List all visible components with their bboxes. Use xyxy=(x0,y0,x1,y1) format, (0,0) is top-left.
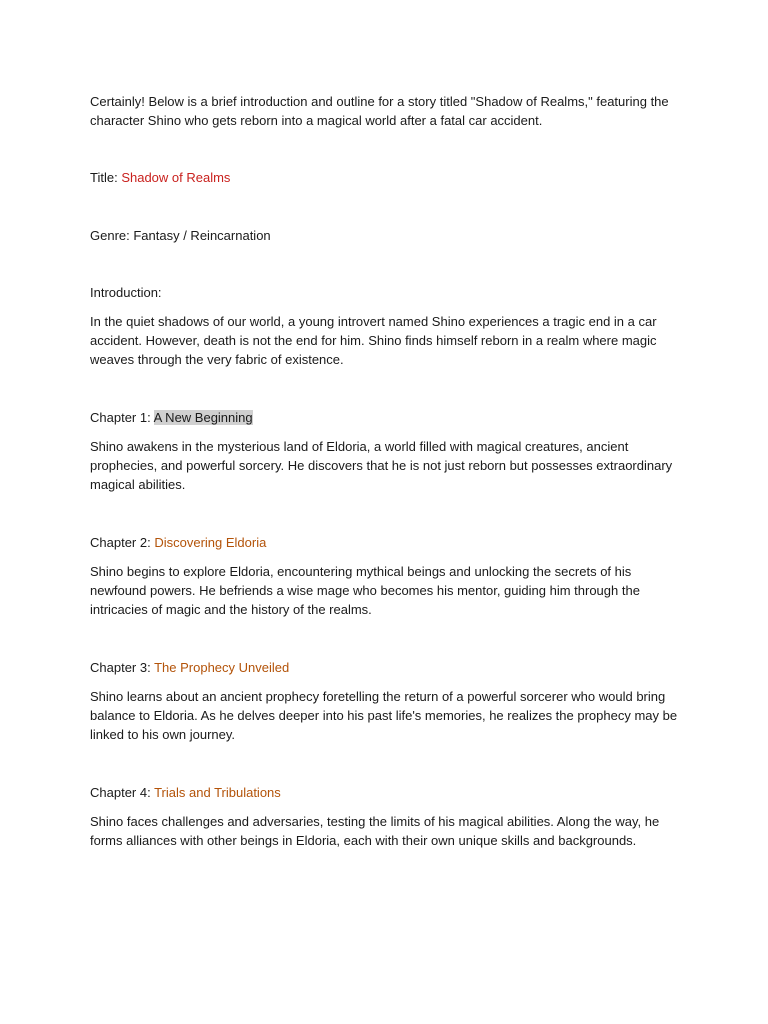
genre-line: Genre: Fantasy / Reincarnation xyxy=(90,228,271,243)
chapter-3-paragraph: Shino learns about an ancient prophecy foretelling the return of a powerful sorcerer who would bring balance to Eldoria. As he delves deeper into his past life's memories, he realizes the prophecy may be linked to his own journey. xyxy=(90,689,678,742)
chapter-2-paragraph: Shino begins to explore Eldoria, encountering mythical beings and unlocking the secrets of his newfound powers. He befriends a wise mage who becomes his mentor, guiding him through the intricacies of magic and the history of the realms. xyxy=(90,564,640,617)
chapter-1-paragraph: Shino awakens in the mysterious land of Eldoria, a world filled with magical creatures, ancient prophecies, and powerful sorcery. He discovers that he is not just reborn but possesses extraordinary magical abilities. xyxy=(90,439,673,492)
chapter-4-title: Trials and Tribulations xyxy=(154,785,281,800)
story-title-line xyxy=(90,168,686,187)
chapter-2-title: Discovering Eldoria xyxy=(154,535,267,550)
introduction-paragraph: In the quiet shadows of our world, a young introvert named Shino experiences a tragic end in a car accident. However, death is not the end for him. Shino finds himself reborn in a realm where magic weaves through the very fabric of existence. xyxy=(90,314,657,367)
chapter-label: Chapter 1: xyxy=(90,410,154,425)
chapter-label: Chapter 2: xyxy=(90,535,155,550)
chapter-label: Chapter 4: xyxy=(90,785,155,800)
chapter-1-heading xyxy=(90,408,686,427)
chapter-label: Chapter 3: xyxy=(90,660,155,675)
document-page xyxy=(90,92,686,889)
title-label: Title: xyxy=(90,170,122,185)
chapter-3-title: The Prophecy Unveiled xyxy=(154,660,290,675)
chapter-1-title: A New Beginning xyxy=(153,410,253,425)
chapter-3-heading xyxy=(90,658,686,677)
chapter-2-heading xyxy=(90,533,686,552)
introduction-heading: Introduction: xyxy=(90,285,162,300)
story-title: Shadow of Realms xyxy=(121,170,231,185)
intro-paragraph: Certainly! Below is a brief introduction and outline for a story titled "Shadow of Realms," featuring the character Shino who gets reborn into a magical world after a fatal car accident. xyxy=(90,94,669,128)
chapter-4-heading xyxy=(90,783,686,802)
chapter-4-paragraph: Shino faces challenges and adversaries, testing the limits of his magical abilities. Along the way, he forms alliances with other beings in Eldoria, each with their own unique skills and backgrounds. xyxy=(90,814,660,848)
